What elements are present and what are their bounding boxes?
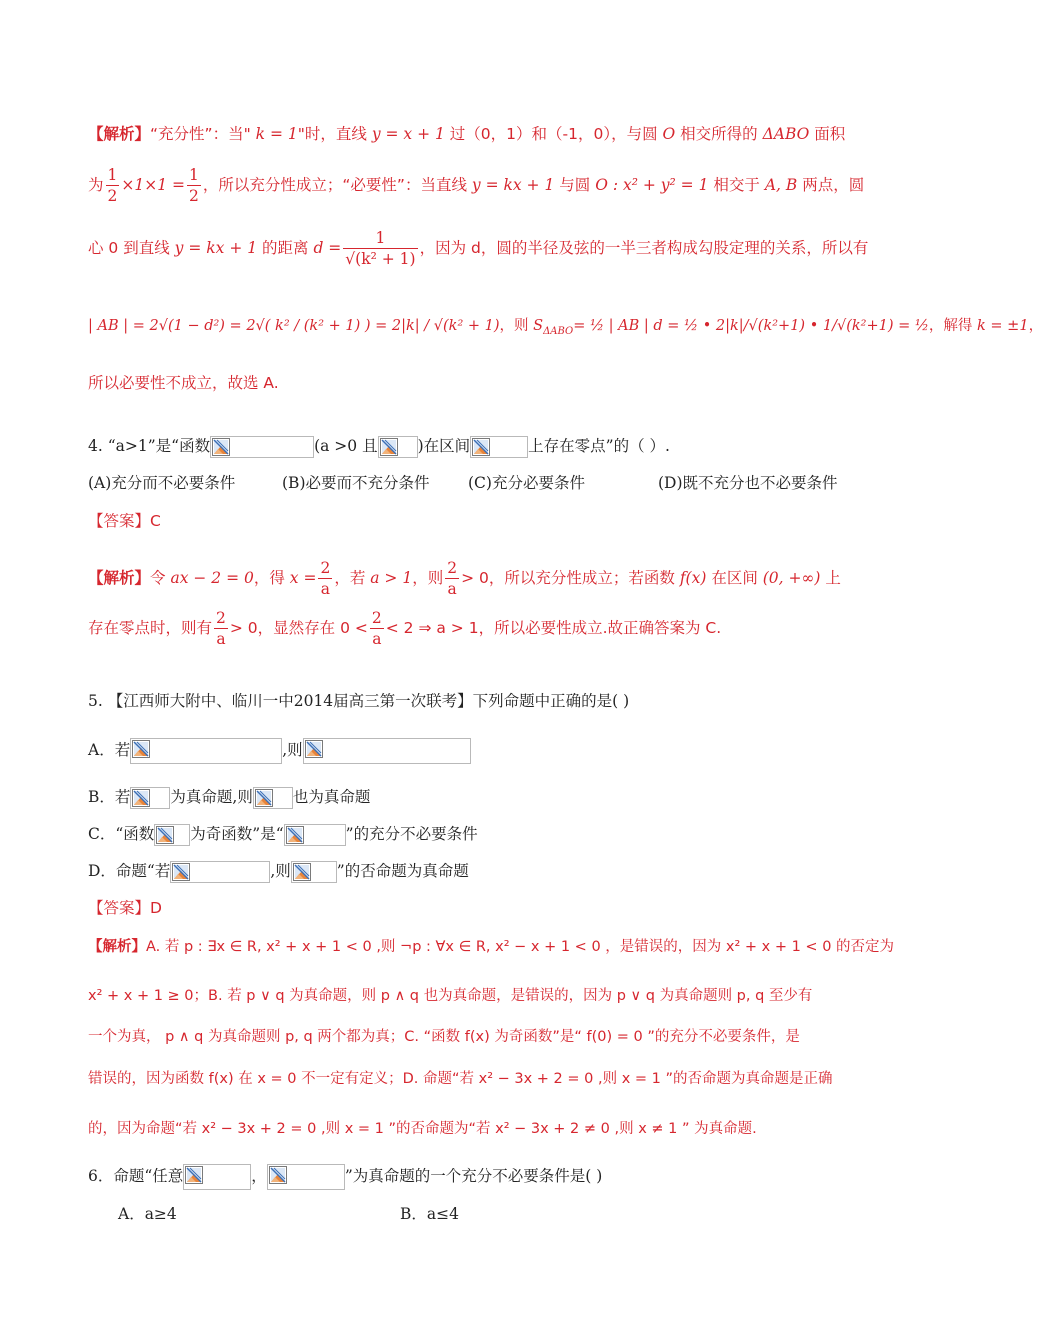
text: ”的否命题为真命题	[336, 862, 469, 880]
text: ，则	[499, 318, 534, 334]
text: 两点，圆	[797, 176, 865, 194]
math: ΔABO	[762, 125, 810, 143]
q3-analysis-line-5: 所以必要性不成立，故选 A.	[88, 374, 279, 392]
text: 与圆	[554, 176, 596, 194]
numerator: 2	[447, 559, 458, 577]
text: 过（0，1）和（-1，0），与圆	[444, 125, 663, 143]
text: ，因为 d，圆的半径及弦的一半三者构成勾股定理的关系，所以有	[419, 239, 869, 257]
denominator: 2	[107, 187, 118, 205]
text: 相交于	[708, 176, 765, 194]
fraction	[187, 165, 201, 206]
math: k = 1	[255, 125, 298, 143]
text: 面积	[809, 125, 846, 143]
denominator: 2	[189, 187, 199, 205]
formula-image-placeholder	[470, 436, 528, 458]
formula-image-placeholder	[210, 436, 314, 458]
text: > 0，所以充分性成立；若函数	[461, 569, 680, 587]
broken-image-icon	[255, 789, 273, 807]
text: 心 0 到直线	[88, 239, 175, 257]
math: y = x + 1	[371, 125, 445, 143]
text: > 0，显然存在 0 <	[229, 619, 368, 637]
fraction	[214, 608, 228, 649]
formula-image-placeholder	[378, 436, 418, 458]
analysis-tag: 【解析】	[88, 569, 151, 587]
text: < 2 ⇒ a > 1，所以必要性成立.故正确答案为 C.	[385, 619, 722, 637]
q5-option-c	[88, 823, 478, 846]
text: ”的充分不必要条件	[345, 825, 478, 843]
fraction	[370, 608, 384, 649]
denominator: √(k² + 1)	[345, 250, 416, 268]
math: y = kx + 1	[174, 239, 258, 257]
numerator: 1	[375, 229, 386, 247]
text: C．“函数	[88, 825, 155, 843]
math: (0, +∞)	[762, 569, 821, 587]
q4-analysis-line-1	[88, 558, 841, 599]
text: 存在零点时，则有	[88, 619, 213, 637]
broken-image-icon	[132, 740, 150, 758]
broken-image-icon	[156, 826, 174, 844]
q5-analysis-line-1	[88, 936, 894, 958]
q4-analysis-line-2	[88, 608, 721, 649]
q4-option-c: (C)充分必要条件	[468, 474, 585, 492]
math: S	[533, 318, 544, 334]
math-subscript: ΔABO	[543, 325, 574, 337]
math: ×1×1 =	[121, 176, 186, 194]
text: 为奇函数”是“	[190, 825, 284, 843]
q5-stem: 5. 【江西师大附中、临川一中2014届高三第一次联考】下列命题中正确的是( )	[88, 692, 630, 710]
formula-image-placeholder	[267, 1164, 345, 1190]
text: 在区间	[706, 569, 763, 587]
text: 6．命题“任意	[88, 1167, 184, 1185]
q3-analysis-line-4	[88, 315, 1043, 343]
q6-option-b: B．a≤4	[400, 1205, 459, 1223]
q6-stem	[88, 1164, 602, 1190]
text: B．若	[88, 788, 131, 806]
broken-image-icon	[185, 1166, 203, 1184]
analysis-tag: 【解析】	[88, 125, 151, 143]
numerator: 2	[216, 609, 226, 627]
text: ，解得	[928, 318, 978, 334]
denominator: a	[370, 628, 384, 649]
math: x =	[289, 569, 317, 587]
broken-image-icon	[293, 863, 311, 881]
formula-image-placeholder	[284, 824, 346, 846]
text: "时，直线	[297, 125, 372, 143]
text: ，	[1028, 318, 1043, 334]
text: (a >0 且	[314, 437, 378, 455]
q4-option-a: (A)充分而不必要条件	[88, 474, 236, 492]
q3-analysis-line-2	[88, 165, 864, 206]
q5-option-b	[88, 786, 370, 809]
math: y = kx + 1	[471, 176, 555, 194]
broken-image-icon	[269, 1166, 287, 1184]
formula-image-placeholder	[303, 738, 471, 764]
fraction	[445, 558, 459, 599]
broken-image-icon	[472, 438, 490, 456]
text: ，得	[253, 569, 290, 587]
text: D．命题“若	[88, 862, 171, 880]
q3-analysis-line-3	[88, 228, 868, 269]
math: a > 1	[370, 569, 413, 587]
math: | AB | = 2√(1 − d²) = 2√( k² / (k² + 1) ) = 2|k| / √(k² + 1)	[88, 318, 500, 334]
text: 上存在零点”的（ ）.	[528, 437, 670, 455]
math: A, B	[764, 176, 798, 194]
math: ax − 2 = 0	[170, 569, 254, 587]
text: A. 若 p : ∃x ∈ R, x² + x + 1 < 0 ,则 ¬p : ∀x ∈ R, x² − x + 1 < 0 ，是错误的，因为 x² + x + 1 < 0 的否定为	[146, 939, 895, 955]
q5-analysis-line-3: 一个为真， p ∧ q 为真命题则 p, q 两个都为真；C. “函数 f(x) 为奇函数”是“ f(0) = 0 ”的充分不必要条件，是	[88, 1029, 800, 1045]
numerator: 1	[189, 166, 199, 184]
text: 的距离	[257, 239, 314, 257]
q5-option-d	[88, 860, 469, 883]
broken-image-icon	[212, 438, 230, 456]
q3-analysis-line-1	[88, 123, 845, 145]
math: O	[662, 125, 676, 143]
formula-image-placeholder	[183, 1164, 251, 1190]
fraction	[106, 165, 120, 206]
formula-image-placeholder	[291, 861, 337, 883]
text: ，	[251, 1167, 267, 1185]
denominator: a	[214, 628, 228, 649]
text: ,则	[270, 862, 291, 880]
q5-answer: 【答案】D	[88, 899, 162, 917]
formula-image-placeholder	[154, 824, 190, 846]
q5-analysis-line-2: x² + x + 1 ≥ 0；B. 若 p ∨ q 为真命题，则 p ∧ q 也为真命题，是错误的，因为 p ∨ q 为真命题则 p, q 至少有	[88, 988, 813, 1004]
text: 为	[88, 176, 104, 194]
text: 4. “a>1”是“函数	[88, 437, 211, 455]
q5-option-a	[88, 738, 471, 764]
numerator: 2	[371, 609, 382, 627]
text: 也为真命题	[292, 788, 371, 806]
formula-image-placeholder	[253, 787, 293, 809]
math: f(x)	[679, 569, 707, 587]
q4-stem	[88, 435, 670, 458]
text: ，则	[412, 569, 444, 587]
fraction	[343, 228, 417, 269]
text: 为真命题,则	[170, 788, 253, 806]
broken-image-icon	[380, 438, 398, 456]
broken-image-icon	[305, 740, 323, 758]
text: 相交所得的	[675, 125, 763, 143]
text: 上	[820, 569, 841, 587]
text: ，所以充分性成立；“必要性”：当直线	[202, 176, 472, 194]
q4-option-b: (B)必要而不充分条件	[282, 474, 430, 492]
text: )在区间	[417, 437, 471, 455]
text: 令	[150, 569, 171, 587]
q4-answer: 【答案】C	[88, 512, 161, 530]
q6-option-a: A．a≥4	[118, 1205, 177, 1223]
q5-analysis-line-4: 错误的，因为函数 f(x) 在 x = 0 不一定有定义；D. 命题“若 x² − 3x + 2 = 0 ,则 x = 1 ”的否命题为真命题是正确	[88, 1071, 833, 1087]
text: ,则	[282, 741, 303, 759]
broken-image-icon	[286, 826, 304, 844]
formula-image-placeholder	[130, 787, 170, 809]
math: O : x² + y² = 1	[595, 176, 709, 194]
math: k = ±1	[977, 318, 1029, 334]
text: ，若	[334, 569, 371, 587]
math: d =	[313, 239, 342, 257]
text: A．若	[88, 741, 131, 759]
numerator: 2	[320, 559, 331, 577]
broken-image-icon	[132, 789, 150, 807]
q4-option-d: (D)既不充分也不必要条件	[658, 474, 838, 492]
denominator: a	[445, 578, 459, 599]
analysis-tag: 【解析】	[88, 939, 146, 955]
text: ”为真命题的一个充分不必要条件是( )	[344, 1167, 603, 1185]
formula-image-placeholder	[170, 861, 270, 883]
text: “充分性”：当"	[150, 125, 256, 143]
numerator: 1	[107, 166, 118, 184]
fraction	[318, 558, 332, 599]
math: = ½ | AB | d = ½ • 2|k|/√(k²+1) • 1/√(k²+1) = ½	[573, 318, 929, 334]
broken-image-icon	[172, 863, 190, 881]
formula-image-placeholder	[130, 738, 282, 764]
denominator: a	[318, 578, 332, 599]
q5-analysis-line-5: 的，因为命题“若 x² − 3x + 2 = 0 ,则 x = 1 ”的否命题为“若 x² − 3x + 2 ≠ 0 ,则 x ≠ 1 ” 为真命题.	[88, 1121, 757, 1137]
